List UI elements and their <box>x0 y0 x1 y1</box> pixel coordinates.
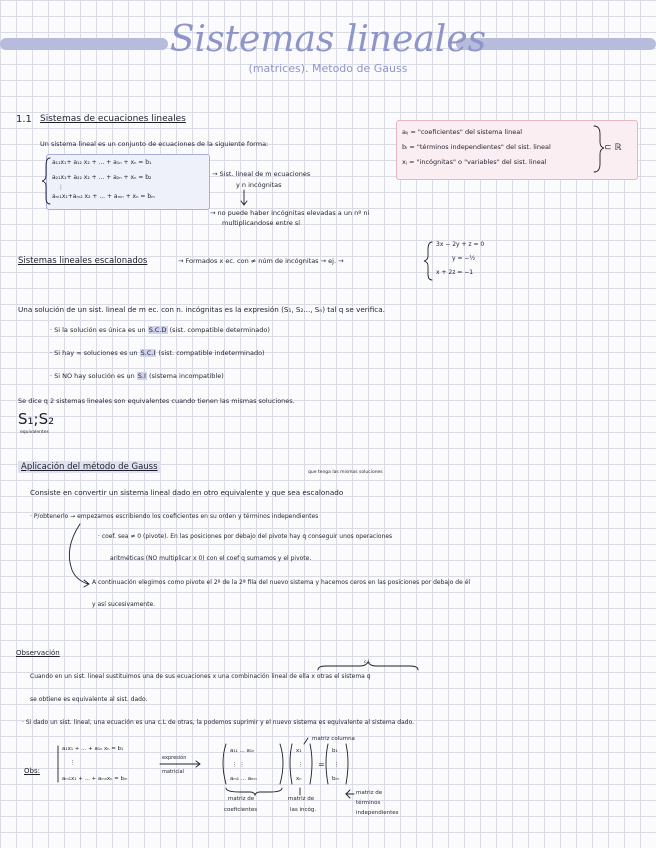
gauss-next-1: A continuación elegimos como pivote el 2º de la 2ª fila del nuevo sistema y hacemos ceros en las posiciones por debajo de él <box>92 579 471 586</box>
vec-x-1: x₁ <box>296 748 302 754</box>
gauss-annotation: que tenga las mismas soluciones <box>308 470 383 475</box>
label-inc-1: matriz de <box>288 796 315 802</box>
label-coef-1: matriz de <box>228 796 255 802</box>
system-row-2: a₂₁x₁+ a₂₂ x₂ + ... + a₂ₙ + xₙ = b₂ <box>52 174 152 181</box>
section-heading-gauss: Aplicación del método de Gauss <box>18 462 161 473</box>
example-row-3: x + 2z = −1 <box>436 269 474 276</box>
system-desc-1: → Sist. lineal de m ecuaciones <box>212 170 311 178</box>
obs-sys-1: a₁x₁ + ... + a₁ₙ xₙ = b₁ <box>62 746 124 752</box>
label-ind-1: matriz de <box>356 790 383 796</box>
equivalence-text: Se dice q 2 sistemas lineales son equivalentes cuando tienen las mismas soluciones. <box>18 397 295 405</box>
cl-label: c.L <box>364 660 371 665</box>
obs-line-1: Cuando en un sist. lineal sustituimos una de sus ecuaciones x una combinación lineal de ella x otras el sistema q <box>30 673 371 680</box>
page-subtitle: (matrices). Metodo de Gauss <box>248 62 408 75</box>
example-row-2: y = −½ <box>452 255 476 262</box>
def-terminos: bᵢ = "términos independientes" del sist. lineal <box>402 143 551 151</box>
gauss-p-label: · P/obtenerlo → empezamos escribiendo los coeficientes en su orden y términos independientes <box>30 513 319 520</box>
bullet-si: · Si NO hay solución es un S.I (sistema incompatible) <box>50 372 224 380</box>
equals-sign: = <box>318 760 325 769</box>
page-title: Sistemas lineales <box>169 19 487 60</box>
system-note-2: multiplicandose entre sí <box>222 219 301 227</box>
equivalence-caption: equivalentes <box>20 430 49 435</box>
gauss-sub-2: aritméticas (NO multiplicar x 0) con el coef q sumamos y el pivote. <box>110 555 312 562</box>
escalonados-desc: → Formados x ec. con ≠ núm de incógnitas → ej. → <box>178 257 344 265</box>
obs-line-2: se obtiene es equivalente al sist. dado. <box>30 696 148 703</box>
gauss-next-2: y así sucesivamente. <box>92 601 156 608</box>
system-row-1: a₁₁x₁+ a₁₂ x₂ + ... + a₁ₙ + xₙ = b₁ <box>52 159 152 166</box>
matrix-a-row-1: a₁₁ ... a₁ₙ <box>230 748 255 754</box>
def-coeficientes: aᵢⱼ = "coeficientes" del sistema lineal <box>402 128 523 136</box>
vec-b-1: b₁ <box>332 748 338 754</box>
vec-x-n: xₙ <box>296 776 302 782</box>
matrix-a-row-m: aₘ₁ ... aₘₙ <box>230 776 257 782</box>
vec-b-m: bₘ <box>332 776 339 782</box>
equivalence-symbol: S₁;S₂ <box>18 410 55 428</box>
bullet-sci: · Si hay ∞ soluciones es un S.C.I (sist. compatible indeterminado) <box>50 349 265 357</box>
intro-text: Un sistema lineal es un conjunto de ecuaciones de la siguiente forma: <box>40 140 269 148</box>
bullet-scd: · Si la solución es única es un S.C.D (sist. compatible determinado) <box>50 326 270 334</box>
section-heading-observacion: Observación <box>16 649 60 657</box>
gauss-sub-1: · coef. sea ≠ 0 (pivote). En las posiciones por debajo del pivote hay q conseguir unos operaciones <box>98 533 393 540</box>
system-row-m: aₘ₁x₁+aₘ₂ x₂ + ... + aₘₙ + xₙ = bₘ <box>52 193 155 200</box>
system-row-dots: ⋮ <box>58 184 64 191</box>
system-desc-2: y n incógnitas <box>236 181 282 189</box>
obs-label: Obs: <box>24 767 40 775</box>
matricial-label: matricial <box>162 769 184 775</box>
section-heading-systems: Sistemas de ecuaciones lineales <box>40 114 186 124</box>
example-row-1: 3x − 2y + z = 0 <box>436 241 485 248</box>
label-inc-2: las incóg. <box>290 807 317 813</box>
system-note-1: → no puede haber incógnitas elevadas a un nº ni <box>210 209 370 217</box>
def-incognitas: xⱼ = "incógnitas" o "variables" del sist. lineal <box>402 158 547 166</box>
solution-definition: Una solución de un sist. lineal de m ec. con n. incógnitas es la expresión (S₁, S₂..., Sₙ) tal q se verifica. <box>18 305 385 314</box>
vec-x-dots: ⋮ <box>298 762 304 768</box>
section-number: 1.1 <box>16 114 32 125</box>
def-set: ⊂ ℝ <box>604 143 622 153</box>
label-ind-2: términos <box>356 800 381 806</box>
vec-b-dots: ⋮ <box>334 762 340 768</box>
label-coef-2: coeficientes <box>224 807 258 813</box>
obs-sys-dots: ⋮ <box>70 760 76 766</box>
label-ind-3: independientes <box>356 810 399 816</box>
section-heading-escalonados: Sistemas lineales escalonados <box>18 256 148 266</box>
expresion-label: expresión <box>162 755 187 761</box>
obs-sys-m: aₘ₁x₁ + ... + aₘₙxₙ = bₘ <box>62 776 128 782</box>
obs-line-3: · Si dado un sist. lineal, una ecuación es una c.L de otras, la podemos suprimir y el nuevo sistema es equivalente al sistema dado. <box>22 719 415 726</box>
matrix-a-row-dots: ⋮ ⋮ <box>232 762 245 768</box>
label-matriz-columna: matriz columna <box>312 736 355 742</box>
gauss-line-1: Consiste en convertir un sistema lineal dado en otro equivalente y que sea escalonado <box>30 488 344 497</box>
